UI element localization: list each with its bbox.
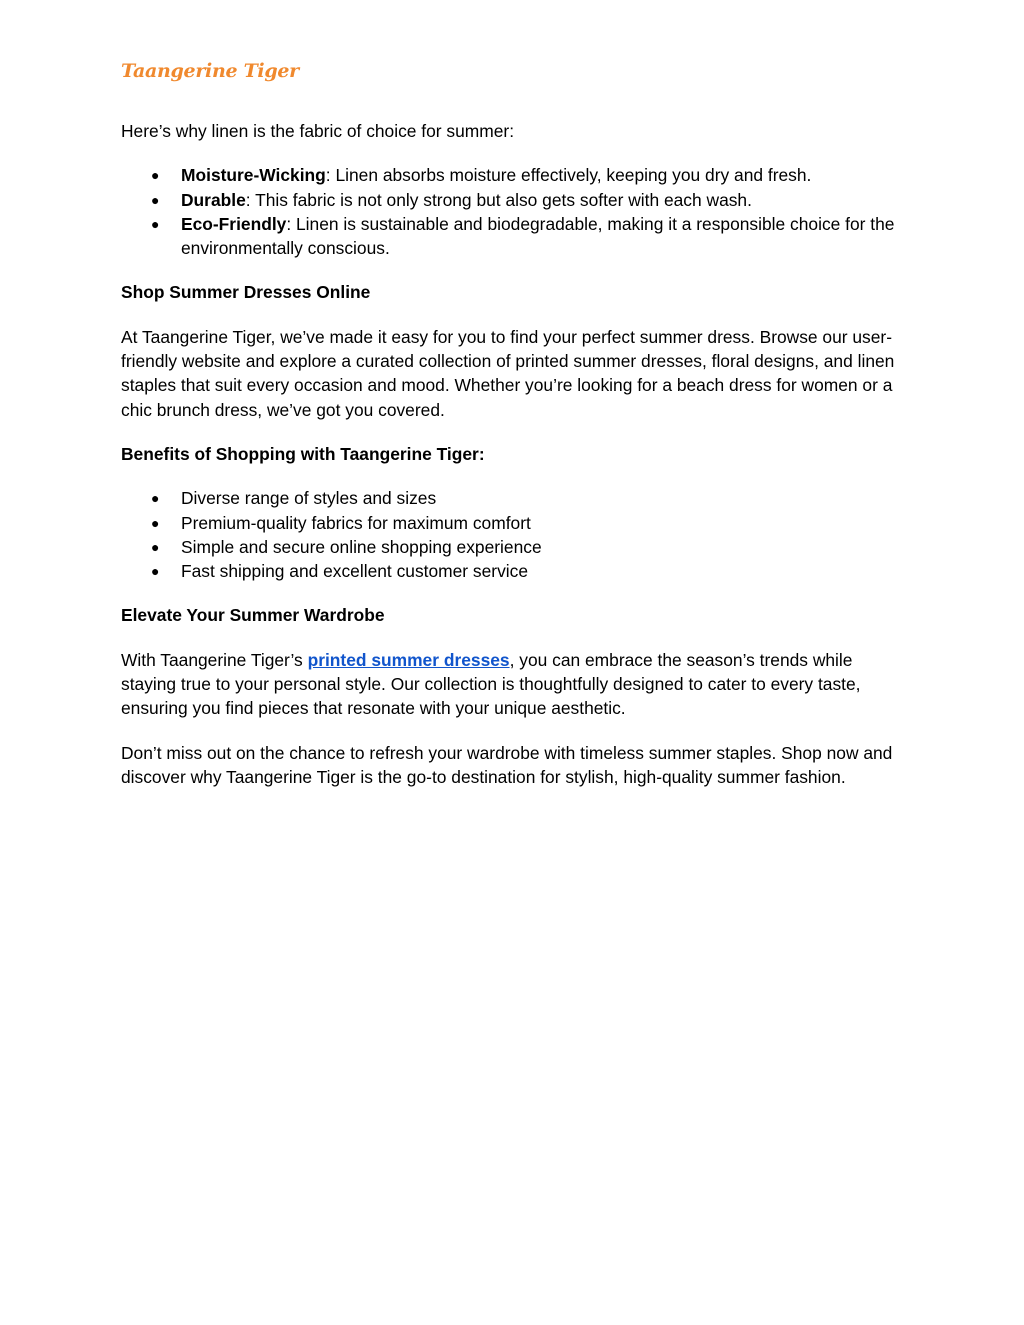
benefit-term: Eco-Friendly [181, 213, 287, 234]
benefits-heading: Benefits of Shopping with Taangerine Tiger: [121, 443, 485, 464]
list-item [121, 486, 911, 510]
list-item [121, 188, 911, 212]
brand-logo: Taangerine Tiger [121, 60, 299, 82]
benefit-text: : Linen is sustainable and biodegradable, making it a responsible choice for the environmentally conscious. [181, 213, 895, 259]
bullet-icon: ● [151, 514, 160, 531]
printed-summer-dresses-link[interactable]: printed summer dresses [307, 649, 510, 670]
elevate-text-after-link: , you can embrace the season’s trends while staying true to your personal style. Our collection is thoughtfully designed to cater to every taste, ensuring you find pieces that resonate with your unique aesthetic. [121, 649, 861, 719]
bullet-icon: ● [151, 215, 160, 232]
linen-benefits-list [121, 163, 911, 260]
intro-paragraph: Here’s why linen is the fabric of choice for summer: [121, 121, 515, 141]
bullet-icon: ● [151, 167, 160, 184]
bullet-icon: ● [151, 490, 160, 507]
list-item-text: Diverse range of styles and sizes [181, 488, 437, 509]
shopping-benefits-list [121, 486, 911, 583]
bullet-icon: ● [151, 538, 160, 555]
bullet-icon: ● [151, 563, 160, 580]
list-item-text: Fast shipping and excellent customer service [181, 561, 529, 582]
list-item-text: Simple and secure online shopping experience [181, 536, 542, 557]
bullet-icon: ● [151, 191, 160, 208]
elevate-text-before-link: With Taangerine Tiger’s [121, 649, 308, 670]
benefit-text: : This fabric is not only strong but also gets softer with each wash. [245, 189, 752, 210]
closing-paragraph: Don’t miss out on the chance to refresh your wardrobe with timeless summer staples. Shop now and discover why Taangerine Tiger is the go-to destination for stylish, high-quality summer fashion. [121, 742, 893, 787]
list-item [121, 559, 911, 583]
benefit-term: Durable [181, 189, 246, 210]
list-item-text: Premium-quality fabrics for maximum comfort [181, 512, 531, 533]
list-item [121, 535, 911, 559]
document-body [121, 119, 911, 809]
benefit-term: Moisture-Wicking [181, 165, 326, 186]
list-item [121, 163, 911, 187]
elevate-paragraph [121, 648, 911, 721]
elevate-heading: Elevate Your Summer Wardrobe [121, 605, 385, 626]
list-item [121, 511, 911, 535]
shop-paragraph: At Taangerine Tiger, we’ve made it easy for you to find your perfect summer dress. Browse our user-friendly website and explore a curated collection of printed summer dresses, floral designs, and linen staples that suit every occasion and mood. Whether you’re looking for a beach dress for women or a chic brunch dress, we’ve got you covered. [121, 326, 895, 420]
shop-heading: Shop Summer Dresses Online [121, 282, 371, 303]
list-item [121, 212, 911, 261]
benefit-text: : Linen absorbs moisture effectively, keeping you dry and fresh. [325, 165, 812, 186]
